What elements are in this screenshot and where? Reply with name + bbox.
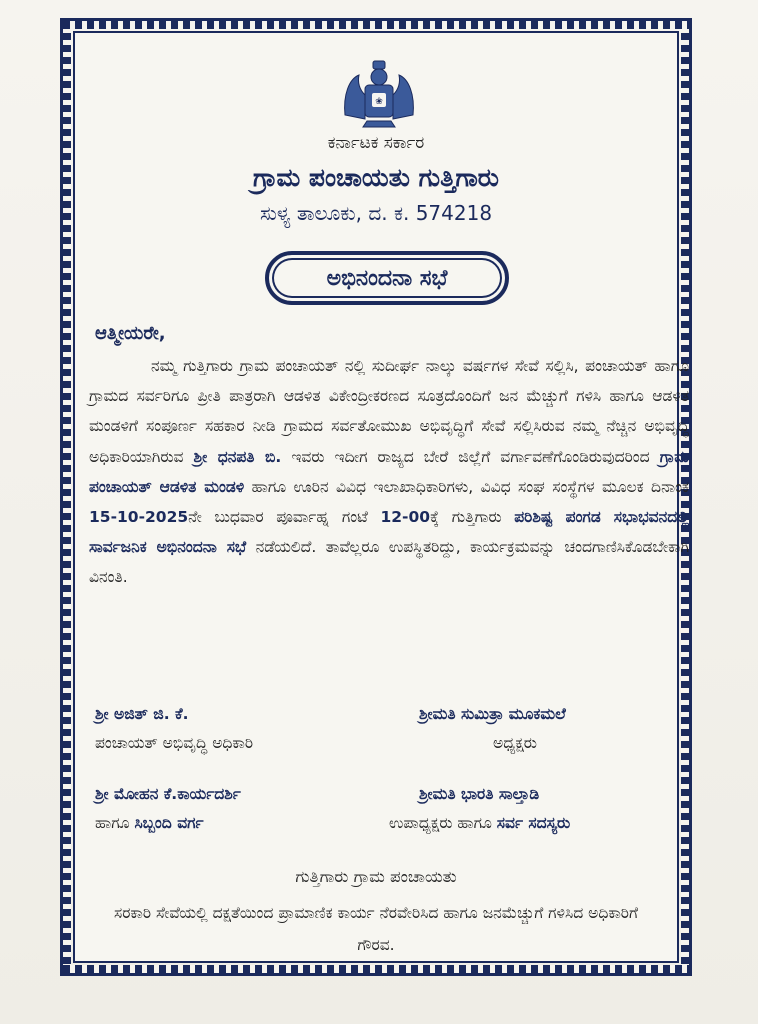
signatory-name: ಶ್ರೀ ಅಜಿತ್ ಜಿ. ಕೆ. bbox=[95, 705, 189, 723]
event-title: ಅಭಿನಂದನಾ ಸಭೆ bbox=[326, 265, 448, 291]
government-name: ಕರ್ನಾಟಕ ಸರ್ಕಾರ bbox=[327, 133, 425, 153]
signatory-name: ಶ್ರೀಮತಿ ಸುಮಿತ್ರಾ ಮೂಕಮಲೆ bbox=[419, 705, 566, 723]
signatory-3 bbox=[95, 785, 241, 833]
organizer: ಗ್ರಾಮ ಪಂಚಾಯತ್ ಆಡಳಿತ ಮಂಡಳಿ bbox=[89, 447, 690, 496]
footer-note: ಸರಕಾರಿ ಸೇವೆಯಲ್ಲಿ ದಕ್ಷತೆಯಿಂದ ಪ್ರಾಮಾಣಿಕ ಕಾರ್ಯ ನೆರವೇರಿಸಿದ ಹಾಗೂ ಜನಮೆಚ್ಚುಗೆ ಗಳಿಸಿದ ಅಧಿಕಾರಿಗೆ ಗೌರವ. bbox=[114, 904, 638, 954]
signatory-role: ಪಂಚಾಯತ್ ಅಭಿವೃದ್ಧಿ ಅಧಿಕಾರಿ bbox=[95, 734, 254, 752]
taluk-address: ಸುಳ್ಯ ತಾಲೂಕು, ದ. ಕ. 574218 bbox=[259, 201, 493, 225]
signatory-name: ಶ್ರೀಮತಿ ಭಾರತಿ ಸಾಲ್ತಾಡಿ bbox=[419, 785, 540, 803]
signatory-name: ಶ್ರೀ ಮೋಹನ ಕೆ.ಕಾರ್ಯದರ್ಶಿ bbox=[95, 785, 241, 803]
salutation: ಆತ್ಮೀಯರೇ, bbox=[95, 323, 166, 344]
decorative-border bbox=[60, 18, 692, 976]
event-title-badge bbox=[265, 251, 509, 305]
signatory-role: ಅಧ್ಯಕ್ಷರು bbox=[493, 734, 537, 752]
invitation-card bbox=[73, 31, 690, 963]
svg-text:❀: ❀ bbox=[375, 97, 383, 107]
body-paragraph: ನಮ್ಮ ಗುತ್ತಿಗಾರು ಗ್ರಾಮ ಪಂಚಾಯತ್ ನಲ್ಲಿ ಸುದೀರ್ಘ ನಾಲ್ಕು ವರ್ಷಗಳ ಸೇವೆ ಸಲ್ಲಿಸಿ, ಪಂಚಾಯತ್ ಹಾಗೂ ಗ್ರಾಮದ ಸರ್ವರಿಗೂ ಪ್ರೀತಿ ಪಾತ್ರರಾಗಿ ಆಡಳಿತ ವಿಕೇಂದ್ರೀಕರಣದ ಸೂತ್ರದೊಂದಿಗೆ ಜನ ಮೆಚ್ಚುಗೆ ಗಳಿಸಿ ಹಾಗೂ ಆಡಳಿತ ಮಂಡಳಿಗೆ ಸಂಪೂರ್ಣ ಸಹಕಾರ ನೀಡಿ ಗ್ರಾಮದ ಸರ್ವತೋಮುಖ ಅಭಿವೃದ್ಧಿಗೆ ಸೇವೆ ಸಲ್ಲಿಸಿರುವ ನಮ್ಮ ನೆಚ್ಚಿನ ಅಭಿವೃದ್ಧಿ ಅಧಿಕಾರಿಯಾಗಿರುವ ಶ್ರೀ ಧನಪತಿ ಬಿ. ಇವರು ಇದೀಗ ರಾಜ್ಯದ ಬೇರೆ ಜಿಲ್ಲೆಗೆ ವರ್ಗಾವಣೆಗೊಂಡಿರುವುದರಿಂದ ಗ್ರಾಮ ಪಂಚಾಯತ್ ಆಡಳಿತ ಮಂಡಳಿ ಹಾಗೂ ಊರಿನ ವಿವಿಧ ಇಲಾಖಾಧಿಕಾರಿಗಳು, ವಿವಿಧ ಸಂಘ ಸಂಸ್ಥೆಗಳ ಮೂಲಕ ದಿನಾಂಕ 15-10-2025ನೇ ಬುಧವಾರ ಪೂರ್ವಾಹ್ನ ಗಂಟೆ 12-00ಕ್ಕೆ ಗುತ್ತಿಗಾರು ಪರಿಶಿಷ್ಟ ಪಂಗಡ ಸಭಾಭವನದಲ್ಲಿ ಸಾರ್ವಜನಿಕ ಅಭಿನಂದನಾ ಸಭೆ ನಡೆಯಲಿದೆ. ತಾವೆಲ್ಲರೂ ಉಪಸ್ಥಿತರಿದ್ದು, ಕಾರ್ಯಕ್ರಮವನ್ನು ಚಂದಗಾಣಿಸಿಕೊಡಬೇಕಾಗಿ ವಿನಂತಿ. bbox=[89, 357, 690, 587]
signatory-role: ಹಾಗೂ ಸಿಬ್ಬಂದಿ ವರ್ಗ bbox=[95, 814, 204, 832]
event-venue: ಪರಿಶಿಷ್ಟ ಪಂಗಡ ಸಭಾಭವನದಲ್ಲಿ ಸಾರ್ವಜನಿಕ ಅಭಿನಂದನಾ ಸಭೆ bbox=[89, 508, 689, 557]
footer-panchayat: ಗುತ್ತಿಗಾರು ಗ್ರಾಮ ಪಂಚಾಯತು bbox=[295, 867, 457, 886]
signatory-4 bbox=[389, 785, 570, 833]
signatory-1 bbox=[95, 705, 253, 753]
event-time: 12-00 bbox=[380, 508, 431, 527]
invitation-body bbox=[89, 351, 689, 593]
panchayat-name: ಗ್ರಾಮ ಪಂಚಾಯತು ಗುತ್ತಿಗಾರು bbox=[253, 163, 499, 192]
karnataka-emblem-icon bbox=[337, 55, 421, 129]
signatory-2 bbox=[419, 705, 566, 753]
event-date: 15-10-2025 bbox=[89, 508, 189, 527]
signatory-role: ಉಪಾಧ್ಯಕ್ಷರು ಹಾಗೂ ಸರ್ವ ಸದಸ್ಯರು bbox=[389, 814, 571, 832]
officer-name: ಶ್ರೀ ಧನಪತಿ ಬಿ. bbox=[193, 447, 282, 466]
